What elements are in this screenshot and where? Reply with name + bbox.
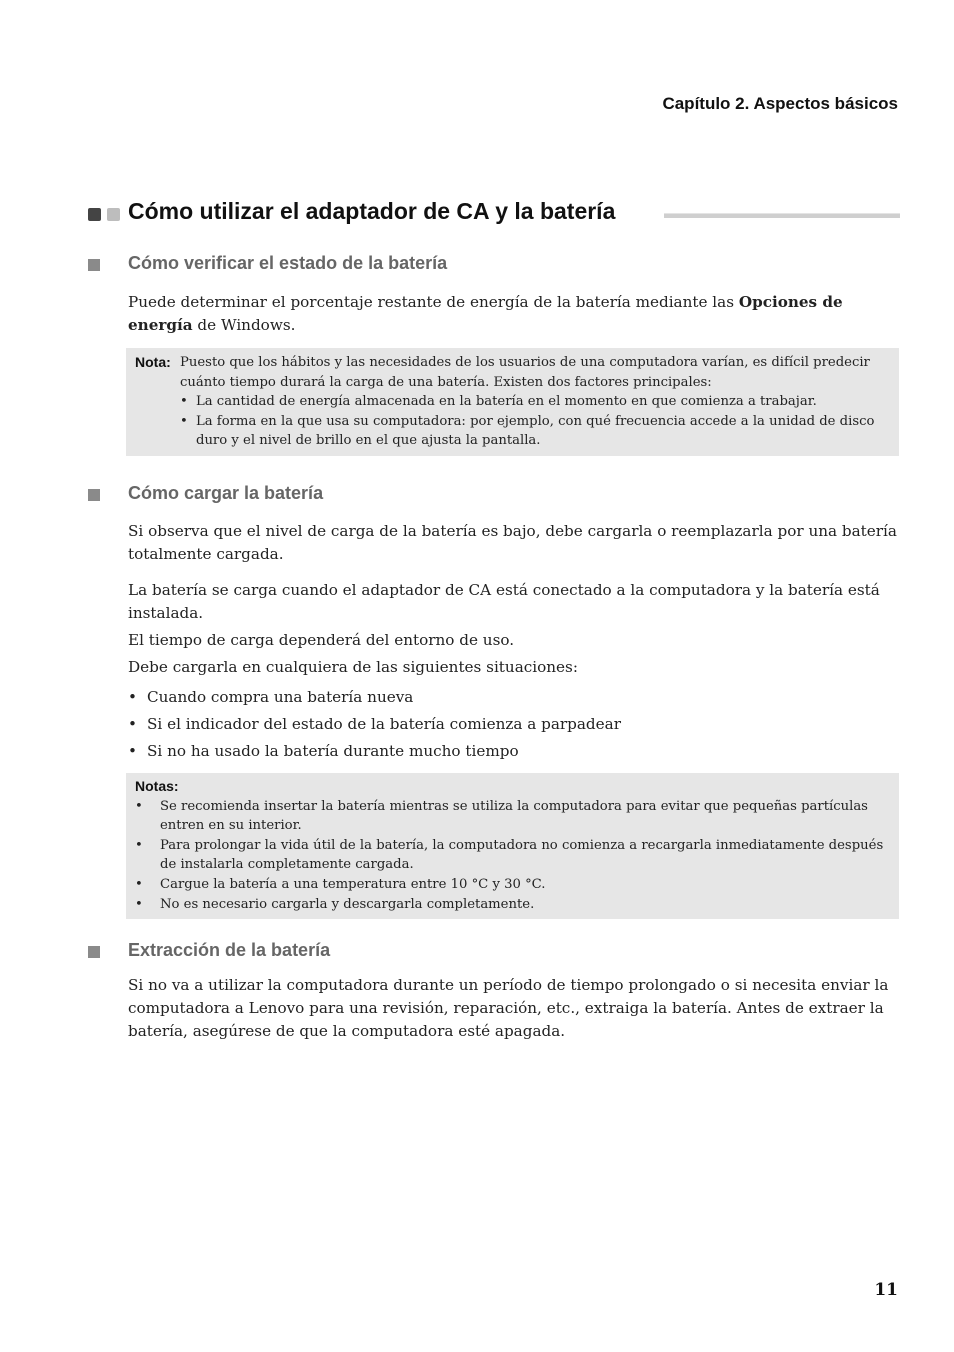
charge-notes-box: [126, 773, 899, 919]
charge-paragraph-4: Debe cargarla en cualquiera de las siguientes situaciones:: [128, 658, 578, 676]
section-title: Cómo utilizar el adaptador de CA y la batería: [128, 198, 616, 224]
square-bullet-icon: [88, 259, 100, 271]
charge-paragraph-2: La batería se carga cuando el adaptador de CA está conectado a la computadora y la batería está instalada.: [128, 581, 880, 622]
status-text-after: de Windows.: [192, 316, 296, 334]
charge-notes-list: [135, 797, 889, 914]
note-item-text: No es necesario cargarla y descargarla completamente.: [160, 896, 535, 912]
subsection-status-title: Cómo verificar el estado de la batería: [128, 253, 448, 273]
note-text: Puesto que los hábitos y las necesidades de los usuarios de una computadora varían, es difícil predecir cuánto tiempo durará la carga de una batería. Existen dos factores principales:: [180, 355, 870, 390]
status-note-box: [126, 348, 899, 456]
subsection-removal-title: Extracción de la batería: [128, 940, 331, 960]
note-item-text: La forma en la que usa su computadora: por ejemplo, con qué frecuencia accede a la unidad de disco duro y el nivel de brillo en el que ajusta la pantalla.: [196, 413, 875, 448]
charge-situations-list: [128, 684, 900, 765]
subsection-charge-title: Cómo cargar la batería: [128, 483, 324, 503]
square-bullet-icon: [88, 489, 100, 501]
note-item-text: Se recomienda insertar la batería mientras se utiliza la computadora para evitar que pequeñas partículas entren en su interior.: [160, 798, 868, 833]
bullet-dot-icon: •: [135, 896, 143, 912]
situation-text: Si no ha usado la batería durante mucho tiempo: [147, 742, 519, 760]
charge-paragraph-1: Si observa que el nivel de carga de la batería es bajo, debe cargarla o reemplazarla por una batería totalmente cargada.: [128, 522, 897, 563]
bullet-dot-icon: •: [180, 413, 188, 429]
situation-text: Si el indicador del estado de la batería comienza a parpadear: [147, 715, 621, 733]
status-text-before: Puede determinar el porcentaje restante de energía de la batería mediante las: [128, 293, 739, 311]
list-item: [135, 836, 889, 874]
bullet-dot-icon: •: [128, 742, 137, 760]
charge-paragraph-3: El tiempo de carga dependerá del entorno de uso.: [128, 631, 515, 649]
bullet-dot-icon: •: [128, 688, 137, 706]
dark-dot-icon: [88, 208, 101, 221]
square-bullet-icon: [88, 946, 100, 958]
list-item: [128, 711, 900, 738]
note-item-text: La cantidad de energía almacenada en la batería en el momento en que comienza a trabajar.: [196, 394, 817, 409]
status-paragraph: [128, 291, 900, 337]
list-item: [135, 797, 889, 835]
status-note-list: [135, 392, 889, 451]
section-title-row: [88, 198, 900, 230]
situation-text: Cuando compra una batería nueva: [147, 688, 414, 706]
light-dot-icon: [107, 208, 120, 221]
bullet-dot-icon: •: [135, 837, 143, 853]
list-item: [180, 392, 889, 412]
section-dots-icon: [88, 208, 122, 222]
bullet-dot-icon: •: [180, 394, 188, 409]
bullet-dot-icon: •: [128, 715, 137, 733]
title-rule: [664, 213, 900, 218]
list-item: [135, 895, 889, 914]
page-number: 11: [874, 1280, 898, 1300]
bullet-dot-icon: •: [135, 798, 143, 814]
removal-paragraph: Si no va a utilizar la computadora durante un período de tiempo prolongado o si necesita enviar la computadora a Lenovo para una revisión, reparación, etc., extraiga la batería. Antes de extraer la batería, asegúrese de que la computadora esté apagada.: [128, 976, 889, 1040]
list-item: [128, 684, 900, 711]
status-note-intro: [135, 353, 889, 392]
note-label: Nota:: [135, 354, 171, 370]
list-item: [180, 412, 889, 451]
bullet-dot-icon: •: [135, 876, 143, 892]
list-item: [135, 875, 889, 894]
power-options-label: Opciones de energía: [128, 293, 843, 334]
note-item-text: Para prolongar la vida útil de la batería, la computadora no comienza a recargarla inmediatamente después de instalarla completamente cargada.: [160, 837, 884, 872]
chapter-header: Capítulo 2. Aspectos básicos: [662, 94, 898, 113]
list-item: [128, 738, 900, 765]
notes-label: Notas:: [135, 778, 179, 794]
note-item-text: Cargue la batería a una temperatura entre 10 °C y 30 °C.: [160, 876, 546, 892]
